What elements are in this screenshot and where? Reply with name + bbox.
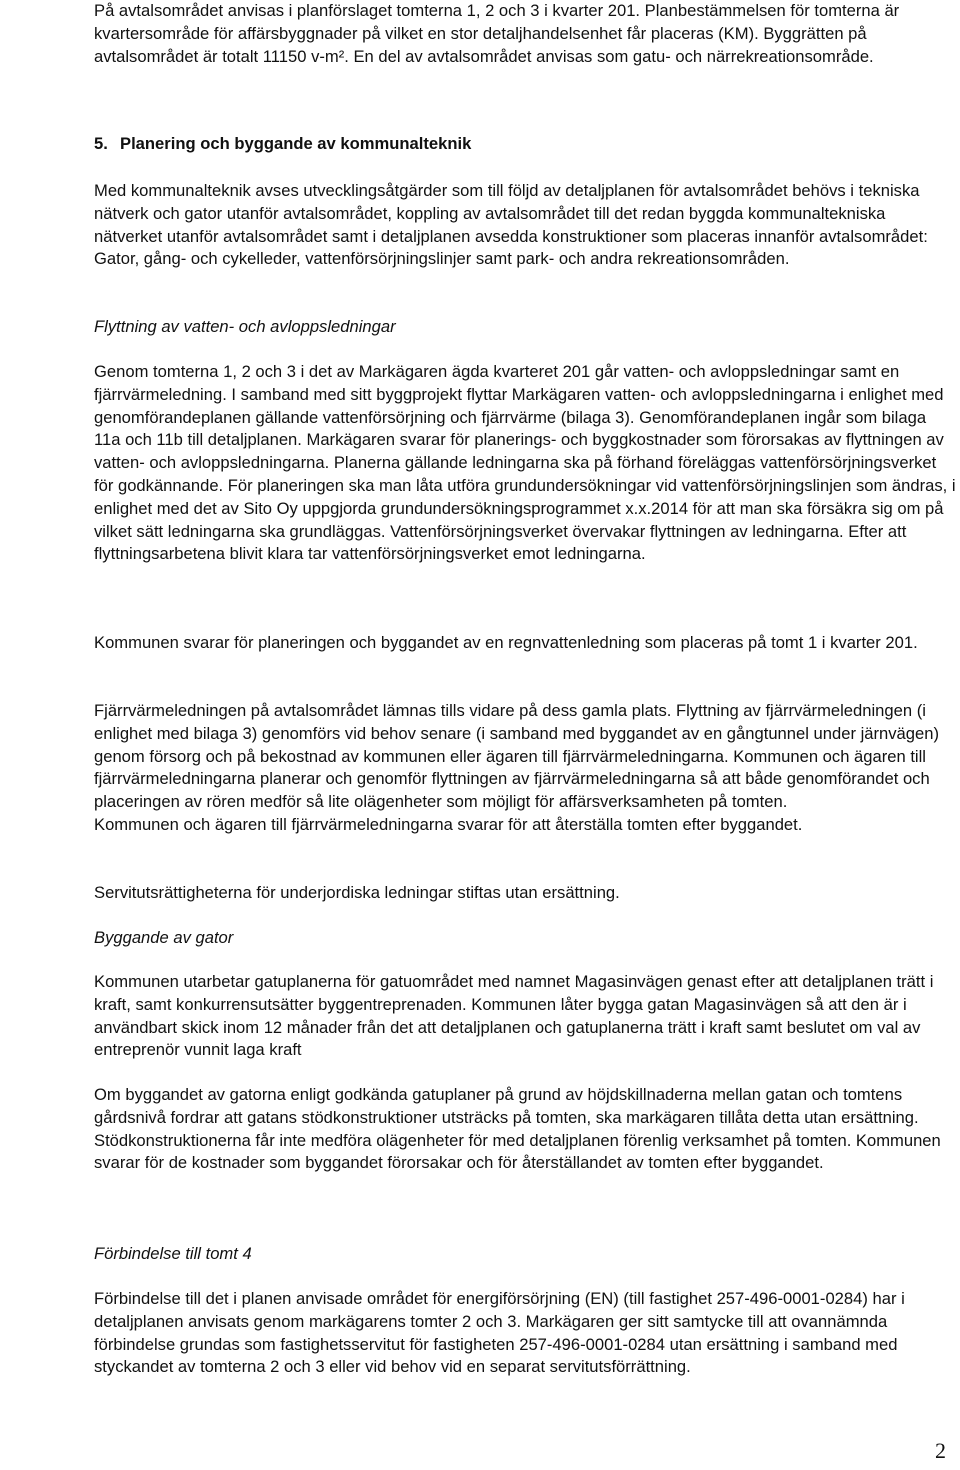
gatuplaner-paragraph: Kommunen utarbetar gatuplanerna för gatuområdet med namnet Magasinvägen genast efter att detaljplanen trätt i kraft, samt konkurrensutsätter byggentreprenaden. Kommunen låter bygga gatan Magasinvägen så att den är i användbart skick inom 12 månader från det att detaljplanen och gatuplanerna trätt i kraft samt beslutet om val av entreprenör vunnit laga kraft: [94, 972, 934, 1060]
fjarrvarme-paragraph: Fjärrvärmeledningen på avtalsområdet lämnas tills vidare på dess gamla plats. Flyttning av fjärrvärmeledningen (i enlighet med bilaga 3) genomförs vid behov senare (i samband med byggandet av en gångtunnel under järnvägen) genom försorg och på bekostnad av kommunen eller ägaren till fjärrvärmeledningarna. Kommunen och ägaren till fjärrvärmeledningarna planerar och genomför flyttningen av fjärrvärmeledningarna så att både genomförandet och placeringen av rören medför så lite olägenheter som möjligt för affärsverksamheten på tomten.: [94, 701, 939, 812]
kommunalteknik-definition-paragraph: Med kommunalteknik avses utvecklingsåtgärder som till följd av detaljplanen för avtalsområdet behövs i tekniska nätverk och gator utanför avtalsområdet, koppling av avtalsområdet till det redan byggda kommunaltekniska nätverket utanför avtalsområdet samt i detaljplanen avsedda konstruktioner som placeras innanför avtalsområdet: Gator, gång- och cykelleder, vattenförsörjningslinjer samt park- och andra rekreationsområden.: [94, 181, 928, 269]
subheading-vatten-avlopp: Flyttning av vatten- och avloppsledningar: [94, 317, 396, 336]
section-number: 5.: [94, 134, 108, 153]
intro-paragraph: På avtalsområdet anvisas i planförslaget tomterna 1, 2 och 3 i kvarter 201. Planbestämmelsen för tomterna är kvartersområde för affärsbyggnader på vilket en stor detaljhandelsenhet får placeras (KM). Byggrätten på avtalsområdet är totalt 11150 v-m². En del av avtalsområdet anvisas som gatu- och närrekreationsområde.: [94, 1, 900, 66]
subheading-gator: Byggande av gator: [94, 928, 234, 947]
section-title: Planering och byggande av kommunalteknik: [120, 134, 472, 153]
page-number: 2: [935, 1438, 946, 1463]
vatten-avlopp-paragraph: Genom tomterna 1, 2 och 3 i det av Markägaren ägda kvarteret 201 går vatten- och avloppsledningar samt en fjärrvärmeledning. I samband med sitt byggprojekt flyttar Markägaren vatten- och avloppsledningarna i enlighet med genomförandeplanen gällande vattenförsörjning och fjärrvärme (bilaga 3). Genomförandeplanen ingår som bilaga 11a och 11b till detaljplanen. Markägaren svarar för planerings- och byggkostnader som förorsakas av flyttningen av vatten- och avloppsledningarna. Planerna gällande ledningarna ska på förhand föreläggas vattenförsörjningsverket för godkännande. För planeringen ska man låta utföra grundundersökningar vid vattenförsörjningslinjen som ändras, i enlighet med det av Sito Oy uppgjorda grundundersökningsprogrammet x.x.2014 för att man ska försäkra sig om på vilket sätt ledningarna ska grundläggas. Vattenförsörjningsverket övervakar flyttningen av ledningarna. Efter att flyttningsarbetena blivit klara tar vattenförsörjningsverket emot ledningarna.: [94, 362, 956, 564]
servitut-paragraph: Servitutsrättigheterna för underjordiska ledningar stiftas utan ersättning.: [94, 883, 620, 902]
fjarrvarme-aterstalla-paragraph: Kommunen och ägaren till fjärrvärmeledningarna svarar för att återställa tomten efter byggandet.: [94, 814, 803, 834]
fjarrvarme-block: [94, 700, 956, 837]
regnvatten-paragraph: Kommunen svarar för planeringen och byggandet av en regnvattenledning som placeras på tomt 1 i kvarter 201.: [94, 633, 918, 652]
section-heading: [94, 133, 471, 155]
stodkonstruktioner-paragraph: Om byggandet av gatorna enligt godkända gatuplaner på grund av höjdskillnaderna mellan gatan och tomtens gårdsnivå fordrar att gatans stödkonstruktioner utsträcks på tomten, ska markägaren tillåta detta utan ersättning. Stödkonstruktionerna får inte medföra olägenheter för med detaljplanen förenlig verksamhet på tomten. Kommunen svarar för de kostnader som byggandet förorsakar och för återställandet av tomten efter byggandet.: [94, 1085, 941, 1173]
forbindelse-paragraph: Förbindelse till det i planen anvisade området för energiförsörjning (EN) (till fastighet 257-496-0001-0284) har i detaljplanen anvisats genom markägarens tomter 2 och 3. Markägaren ger sitt samtycke till att ovannämnda förbindelse grundas som fastighetsservitut för fastigheten 257-496-0001-0284 utan ersättning i samband med styckandet av tomterna 2 och 3 eller vid behov vid en separat servitutsförrättning.: [94, 1289, 905, 1377]
subheading-forbindelse: Förbindelse till tomt 4: [94, 1244, 252, 1263]
